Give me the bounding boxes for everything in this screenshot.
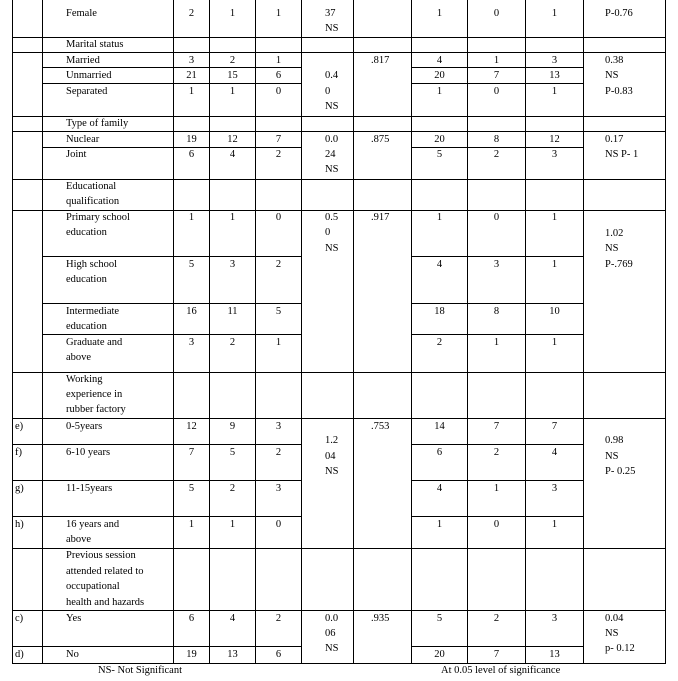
row-label: Separated	[66, 86, 108, 97]
cell: 2	[493, 613, 500, 624]
row-label: Graduate and	[66, 337, 123, 348]
cell: 5	[436, 149, 443, 160]
p-value: 0.17	[605, 134, 624, 145]
cell: 3	[551, 55, 558, 66]
grid-line	[353, 0, 354, 664]
row-label: education	[66, 227, 107, 238]
cell: 6	[275, 70, 282, 81]
cell: 1	[551, 8, 558, 19]
cell: 1	[436, 519, 443, 530]
cell: 19	[186, 649, 197, 660]
cell: 2	[229, 483, 236, 494]
cell: 4	[229, 613, 236, 624]
cell: 0	[493, 8, 500, 19]
section-header: Working	[66, 374, 103, 385]
section-header: Previous session	[66, 550, 136, 561]
p-value: NS	[605, 70, 619, 81]
cell: 2	[275, 613, 282, 624]
row-label: above	[66, 534, 92, 545]
row-label: Nuclear	[66, 134, 100, 145]
cell: 8	[493, 134, 500, 145]
cell: 1	[493, 55, 500, 66]
chi-value: 24	[325, 149, 336, 160]
chi-value: 04	[325, 451, 336, 462]
p-value: P-.769	[605, 259, 633, 270]
row-label: Intermediate	[66, 306, 120, 317]
cell: 3	[188, 337, 195, 348]
section-header: Marital status	[66, 39, 124, 50]
section-header: qualification	[66, 196, 120, 207]
chi-value: 0	[325, 86, 331, 97]
row-index: e)	[15, 421, 24, 432]
chi-value: NS	[325, 101, 339, 112]
cell: 5	[275, 306, 282, 317]
chi-value: NS	[325, 164, 339, 175]
cell: 0	[493, 86, 500, 97]
chi-value: 0	[325, 227, 331, 238]
row-index: f)	[15, 447, 22, 458]
p-value: P-0.83	[605, 86, 633, 97]
cell: 9	[229, 421, 236, 432]
cell: 13	[227, 649, 238, 660]
grid-line	[411, 0, 412, 664]
cell: 20	[434, 70, 445, 81]
cell: 1	[551, 86, 558, 97]
grid-line	[467, 0, 468, 664]
footnote-significance: At 0.05 level of significance	[441, 665, 561, 676]
cell: 5	[229, 447, 236, 458]
cell: 20	[434, 134, 445, 145]
cell: 1	[551, 259, 558, 270]
chi-value: NS	[325, 243, 339, 254]
row-index: c)	[15, 613, 24, 624]
chi-value: NS	[325, 466, 339, 477]
grid-line	[665, 0, 666, 664]
grid-line	[301, 0, 302, 664]
cell: 3	[493, 259, 500, 270]
cell: 3	[551, 483, 558, 494]
row-label: Married	[66, 55, 100, 66]
cell: 18	[434, 306, 445, 317]
cell: 0	[275, 519, 282, 530]
cell: 20	[434, 649, 445, 660]
cell: 21	[186, 70, 197, 81]
section-header: rubber factory	[66, 404, 126, 415]
p-value: P-0.76	[605, 8, 633, 19]
chi-value: 0.0	[325, 613, 339, 624]
cell: 10	[549, 306, 560, 317]
cell: 1	[275, 8, 282, 19]
p-value: 0.98	[605, 435, 624, 446]
cell: 2	[275, 259, 282, 270]
section-header: attended related to	[66, 566, 144, 577]
chi-value: 0.4	[325, 70, 339, 81]
cell: 1	[493, 337, 500, 348]
chi-value: 06	[325, 628, 336, 639]
cell: 2	[275, 447, 282, 458]
row-index: h)	[15, 519, 24, 530]
cell: 1	[551, 212, 558, 223]
sig-value: .917	[371, 212, 390, 223]
p-value: NS	[605, 628, 619, 639]
cell: 11	[227, 306, 238, 317]
cell: 2	[229, 337, 236, 348]
chi-value: 1.2	[325, 435, 339, 446]
cell: 0	[493, 212, 500, 223]
cell: 1	[551, 337, 558, 348]
sig-value: .935	[371, 613, 390, 624]
row-label: Primary school	[66, 212, 130, 223]
row-label: 0-5years	[66, 421, 103, 432]
cell: 1	[275, 55, 282, 66]
cell: 12	[227, 134, 238, 145]
cell: 12	[549, 134, 560, 145]
grid-line	[173, 0, 174, 664]
grid-line	[12, 372, 666, 373]
row-label: 11-15years	[66, 483, 113, 494]
chi-value: 0.0	[325, 134, 339, 145]
cell: 19	[186, 134, 197, 145]
row-label: Joint	[66, 149, 87, 160]
grid-line	[209, 0, 210, 664]
cell: 3	[275, 421, 282, 432]
row-label: Yes	[66, 613, 82, 624]
cell: 4	[436, 55, 443, 66]
cell: 4	[229, 149, 236, 160]
row-label: Unmarried	[66, 70, 112, 81]
cell: 7	[493, 649, 500, 660]
p-value: NS	[605, 451, 619, 462]
cell: 15	[227, 70, 238, 81]
cell: 1	[229, 8, 236, 19]
cell: 13	[549, 649, 560, 660]
cell: 5	[188, 259, 195, 270]
cell: 1	[436, 8, 443, 19]
footnote-ns: NS- Not Significant	[98, 665, 182, 676]
cell: 1	[229, 86, 236, 97]
cell: 7	[275, 134, 282, 145]
row-label: 16 years and	[66, 519, 120, 530]
cell: 6	[436, 447, 443, 458]
sig-value: .817	[371, 55, 390, 66]
cell: 7	[551, 421, 558, 432]
cell: 1	[493, 483, 500, 494]
chi-value: 37	[325, 8, 336, 19]
cell: 1	[229, 212, 236, 223]
cell: 7	[493, 70, 500, 81]
row-label: education	[66, 321, 107, 332]
cell: 7	[493, 421, 500, 432]
grid-line	[525, 0, 526, 664]
cell: 3	[275, 483, 282, 494]
row-label: education	[66, 274, 107, 285]
cell: 1	[188, 86, 195, 97]
cell: 2	[188, 8, 195, 19]
sig-value: .875	[371, 134, 390, 145]
cell: 2	[493, 447, 500, 458]
cell: 6	[275, 649, 282, 660]
row-label: No	[66, 649, 79, 660]
cell: 5	[436, 613, 443, 624]
cell: 0	[275, 212, 282, 223]
cell: 3	[229, 259, 236, 270]
cell: 14	[434, 421, 445, 432]
cell: 4	[551, 447, 558, 458]
row-index: d)	[15, 649, 24, 660]
cell: 2	[229, 55, 236, 66]
cell: 12	[186, 421, 197, 432]
grid-line	[583, 0, 584, 664]
chi-value: NS	[325, 643, 339, 654]
cell: 0	[275, 86, 282, 97]
section-header: health and hazards	[66, 597, 145, 608]
p-value: p- 0.12	[605, 643, 635, 654]
row-label: above	[66, 352, 92, 363]
cell: 16	[186, 306, 197, 317]
row-index: g)	[15, 483, 24, 494]
cell: 3	[551, 149, 558, 160]
cell: 2	[493, 149, 500, 160]
section-header: Type of family	[66, 118, 129, 129]
chi-value: NS	[325, 23, 339, 34]
section-header: occupational	[66, 581, 120, 592]
cell: 7	[188, 447, 195, 458]
cell: 1	[436, 212, 443, 223]
cell: 2	[436, 337, 443, 348]
sig-value: .753	[371, 421, 390, 432]
p-value: 1.02	[605, 228, 624, 239]
cell: 4	[436, 259, 443, 270]
cell: 6	[188, 149, 195, 160]
cell: 1	[229, 519, 236, 530]
cell: 5	[188, 483, 195, 494]
section-header: Educational	[66, 181, 117, 192]
cell: 3	[188, 55, 195, 66]
cell: 1	[188, 212, 195, 223]
row-label: Female	[66, 8, 97, 19]
cell: 1	[188, 519, 195, 530]
cell: 3	[551, 613, 558, 624]
cell: 13	[549, 70, 560, 81]
cell: 1	[551, 519, 558, 530]
cell: 6	[188, 613, 195, 624]
grid-line	[12, 0, 13, 664]
cell: 4	[436, 483, 443, 494]
cell: 0	[493, 519, 500, 530]
p-value: P- 0.25	[605, 466, 636, 477]
p-value: 0.04	[605, 613, 624, 624]
p-value: NS	[605, 243, 619, 254]
cell: 2	[275, 149, 282, 160]
p-value: NS P- 1	[605, 149, 639, 160]
cell: 1	[275, 337, 282, 348]
p-value: 0.38	[605, 55, 624, 66]
cell: 1	[436, 86, 443, 97]
chi-value: 0.5	[325, 212, 339, 223]
grid-line	[42, 0, 43, 664]
row-label: 6-10 years	[66, 447, 111, 458]
cell: 8	[493, 306, 500, 317]
row-label: High school	[66, 259, 118, 270]
grid-line	[255, 0, 256, 664]
section-header: experience in	[66, 389, 123, 400]
